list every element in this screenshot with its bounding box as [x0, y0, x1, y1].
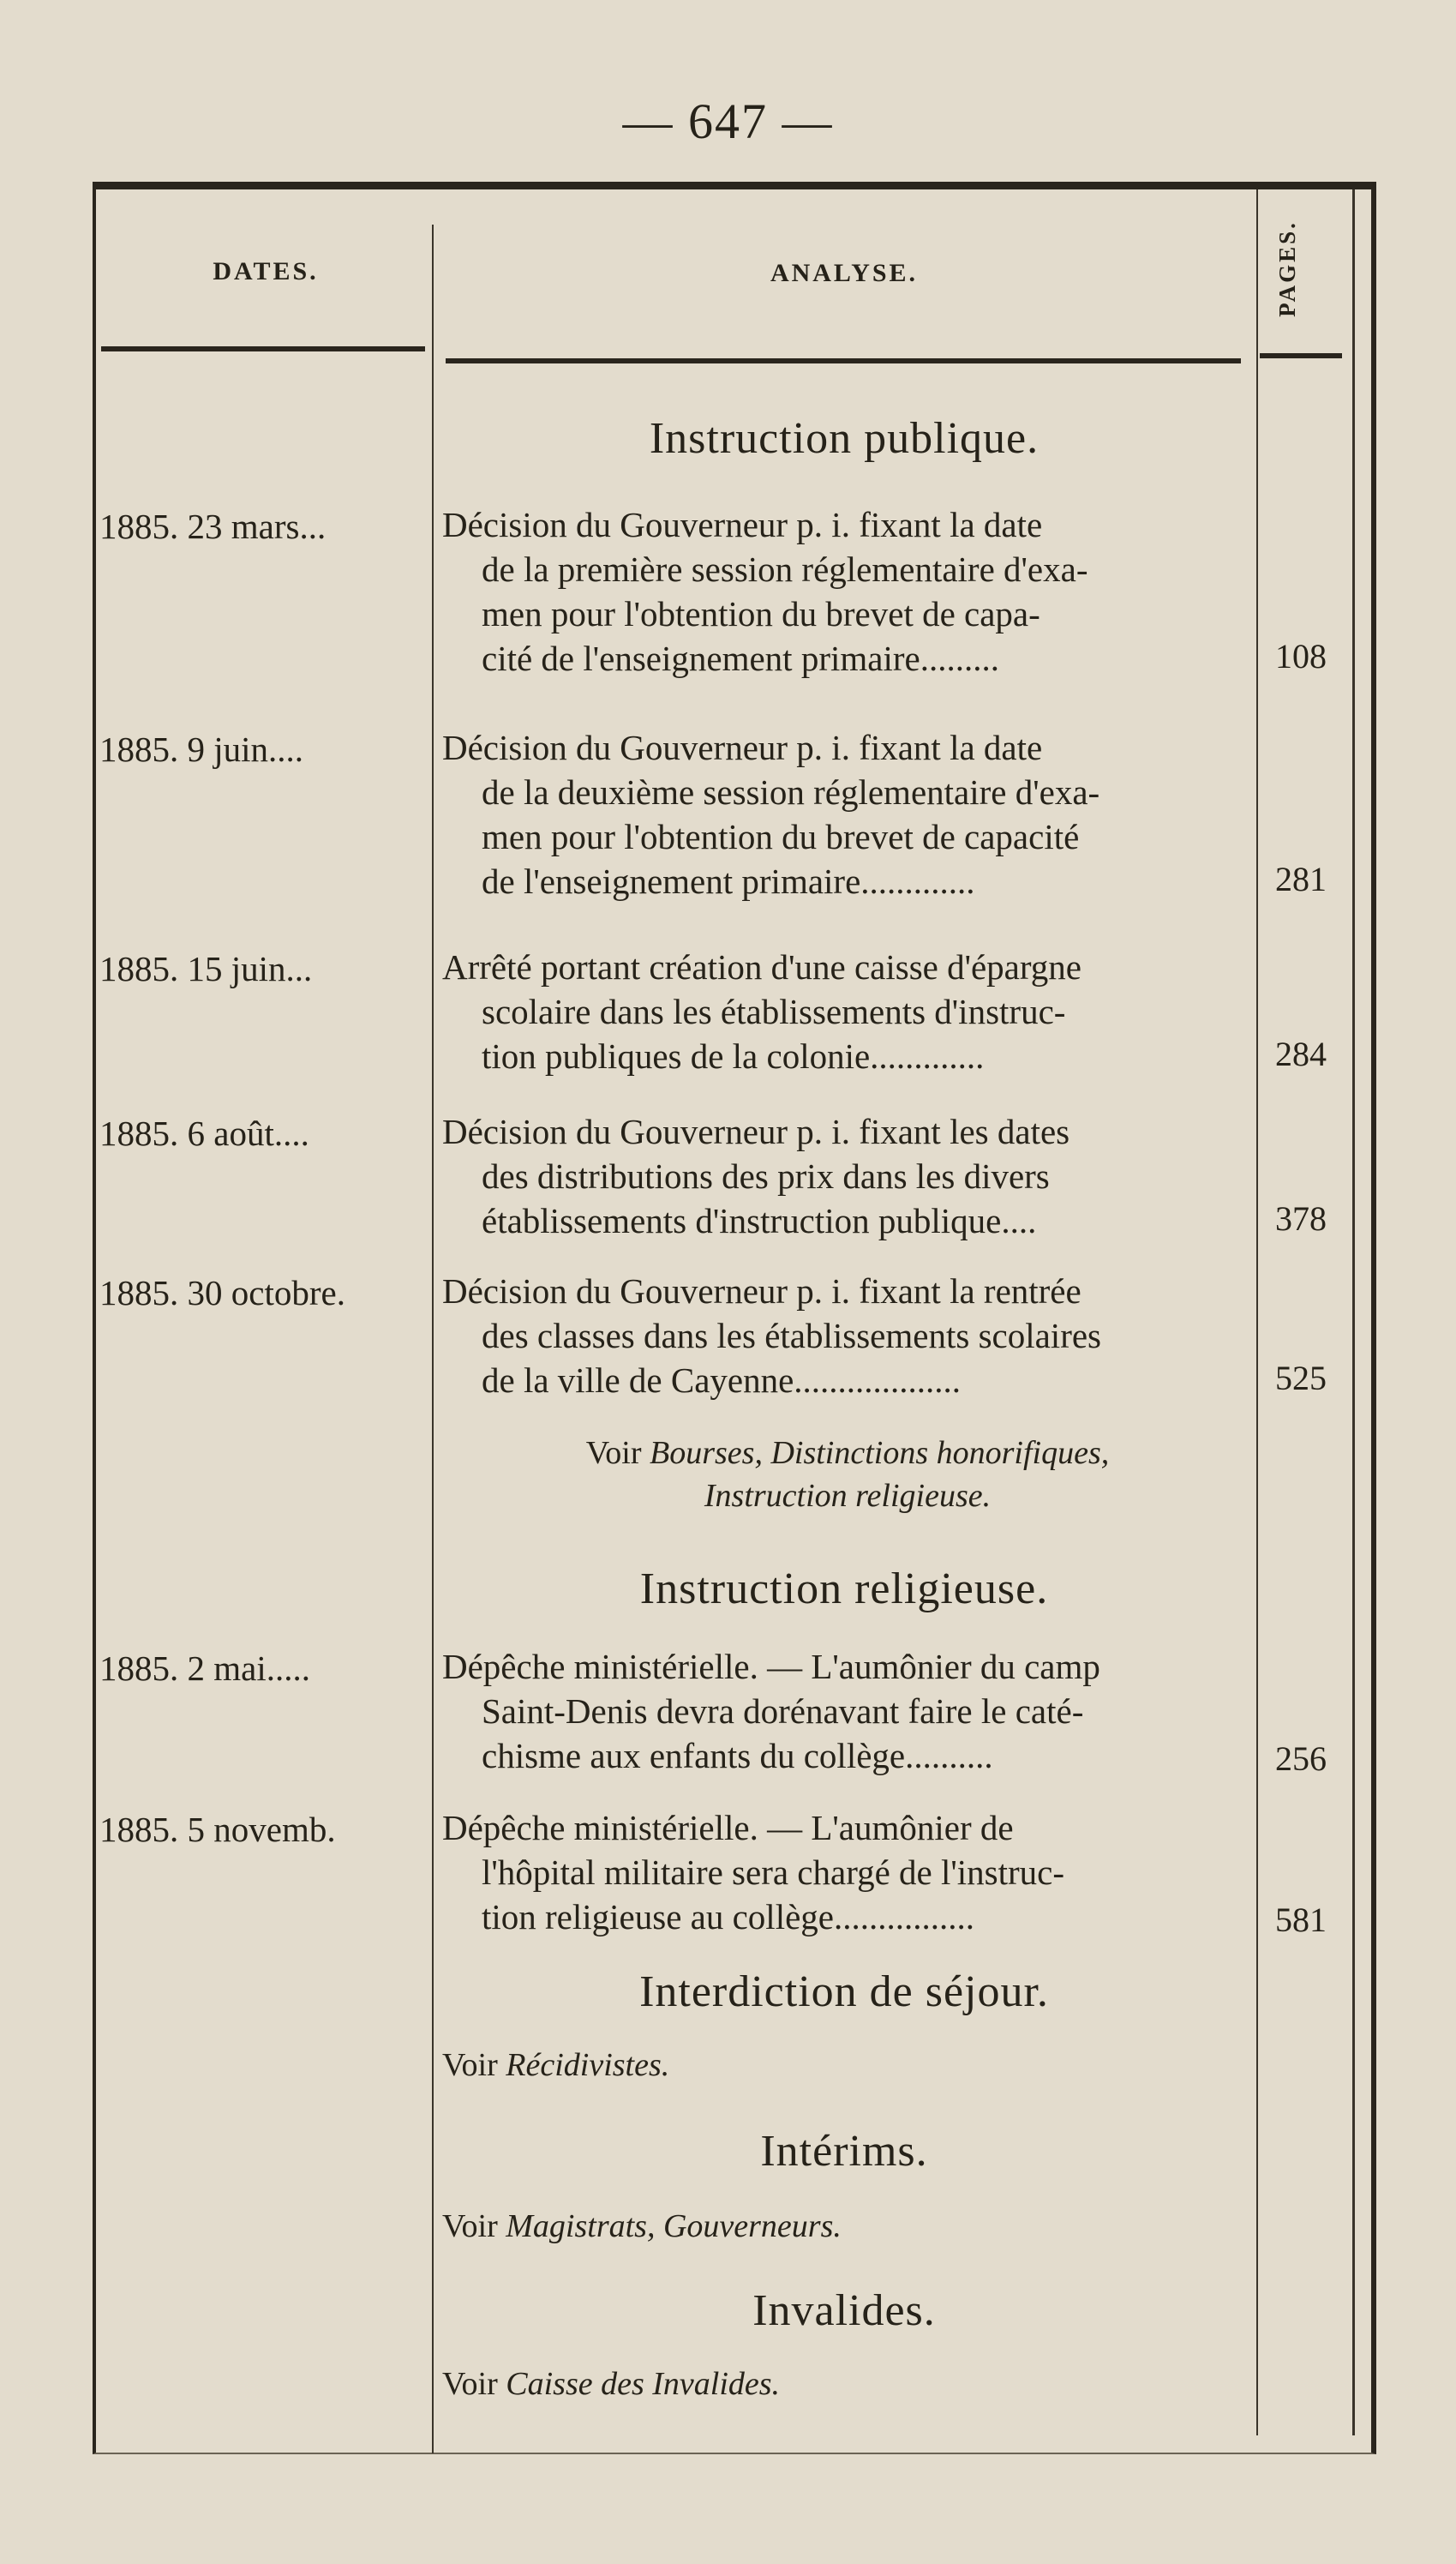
entry-line: Décision du Gouverneur p. i. fixant la date [442, 505, 1043, 544]
entry-line: cité de l'enseignement primaire......... [482, 639, 999, 678]
see-also-note [442, 2205, 1253, 2248]
entry-page: 525 [1275, 1359, 1327, 1397]
see-also-refs: Bourses, Distinctions honorifiques, [650, 1435, 1110, 1471]
page-number: — 647 — [622, 93, 834, 149]
entry-analysis [442, 1109, 1253, 1243]
entry-analysis [442, 1644, 1253, 1778]
see-also-refs: Instruction religieuse. [704, 1478, 992, 1514]
section-title-invalides: Invalides. [752, 2286, 936, 2335]
entry-line: chisme aux enfants du collège.......... [482, 1736, 993, 1775]
see-also-prefix: Voir [442, 2208, 498, 2244]
entry-line: Dépêche ministérielle. — L'aumônier du camp [442, 1647, 1100, 1686]
entry-line: men pour l'obtention du brevet de capa- [482, 594, 1040, 633]
entry-date: 1885. 23 mars... [99, 507, 327, 546]
entry-date: 1885. 6 août.... [99, 1114, 309, 1153]
entry-page: 581 [1275, 1900, 1327, 1939]
section-title-instruction-publique: Instruction publique. [649, 414, 1040, 463]
entry-line: l'hôpital militaire sera chargé de l'instruc- [482, 1852, 1065, 1892]
entry-line: scolaire dans les établissements d'instruc- [482, 992, 1066, 1031]
see-also-line [442, 1432, 1253, 1474]
header-rule-pages [1260, 353, 1342, 358]
entry-page: 378 [1275, 1199, 1327, 1238]
entry-line: de la ville de Cayenne................... [482, 1360, 962, 1400]
entry-line: men pour l'obtention du brevet de capacité [482, 817, 1080, 856]
section-title-interdiction-de-sejour: Interdiction de séjour. [639, 1967, 1049, 2016]
entry-analysis [442, 725, 1253, 904]
entry-line: des classes dans les établissements scolaires [482, 1316, 1102, 1355]
entry-analysis [442, 945, 1253, 1078]
entry-line: Saint-Denis devra dorénavant faire le caté- [482, 1691, 1084, 1731]
header-rule-analyse [446, 358, 1241, 363]
header-pages [1261, 204, 1313, 333]
entry-page: 256 [1275, 1739, 1327, 1778]
see-also-note [442, 2363, 1253, 2405]
entry-page: 281 [1275, 860, 1327, 898]
entry-line: de l'enseignement primaire............. [482, 862, 975, 901]
entry-line: Dépêche ministérielle. — L'aumônier de [442, 1808, 1014, 1847]
see-also-line [442, 1474, 1253, 1517]
column-divider-pages [1256, 189, 1258, 2435]
entry-date: 1885. 9 juin.... [99, 730, 304, 769]
entry-line: établissements d'instruction publique.... [482, 1201, 1037, 1240]
entry-line: tion religieuse au collège................ [482, 1897, 974, 1937]
entry-line: Décision du Gouverneur p. i. fixant la date [442, 728, 1043, 767]
see-also-prefix: Voir [442, 2366, 498, 2402]
entry-analysis [442, 1805, 1253, 1939]
entry-date: 1885. 5 novemb. [99, 1810, 336, 1849]
header-analyse: ANALYSE. [770, 259, 919, 287]
header-pages-label: PAGES. [1273, 219, 1300, 317]
header-dates: DATES. [213, 257, 319, 285]
see-also-prefix: Voir [585, 1435, 642, 1471]
see-also-note [442, 2044, 1253, 2087]
entry-date: 1885. 2 mai..... [99, 1648, 310, 1688]
see-also-refs: Magistrats, Gouverneurs. [506, 2208, 842, 2244]
section-title-interims: Intérims. [760, 2127, 928, 2176]
section-title-instruction-religieuse: Instruction religieuse. [639, 1564, 1049, 1613]
header-rule-dates [101, 346, 425, 351]
entry-date: 1885. 30 octobre. [99, 1273, 345, 1312]
entry-line: de la première session réglementaire d'exa- [482, 549, 1088, 589]
see-also-refs: Récidivistes. [506, 2047, 670, 2083]
see-also-refs: Caisse des Invalides. [506, 2366, 781, 2402]
entry-line: de la deuxième session réglementaire d'exa- [482, 772, 1100, 812]
see-also-prefix: Voir [442, 2047, 498, 2083]
entry-page: 108 [1275, 637, 1327, 676]
entry-line: tion publiques de la colonie............. [482, 1036, 985, 1076]
entry-line: Arrêté portant création d'une caisse d'épargne [442, 947, 1082, 987]
see-also-note [442, 1432, 1253, 1517]
entry-analysis [442, 502, 1253, 681]
entry-line: des distributions des prix dans les divers [482, 1156, 1050, 1196]
column-divider-dates [432, 225, 434, 2453]
entry-page: 284 [1275, 1035, 1327, 1073]
entry-date: 1885. 15 juin... [99, 949, 313, 988]
entry-analysis [442, 1269, 1253, 1402]
frame-inner-right-rule [1352, 189, 1355, 2435]
entry-line: Décision du Gouverneur p. i. fixant la rentrée [442, 1271, 1082, 1311]
entry-line: Décision du Gouverneur p. i. fixant les dates [442, 1112, 1070, 1151]
